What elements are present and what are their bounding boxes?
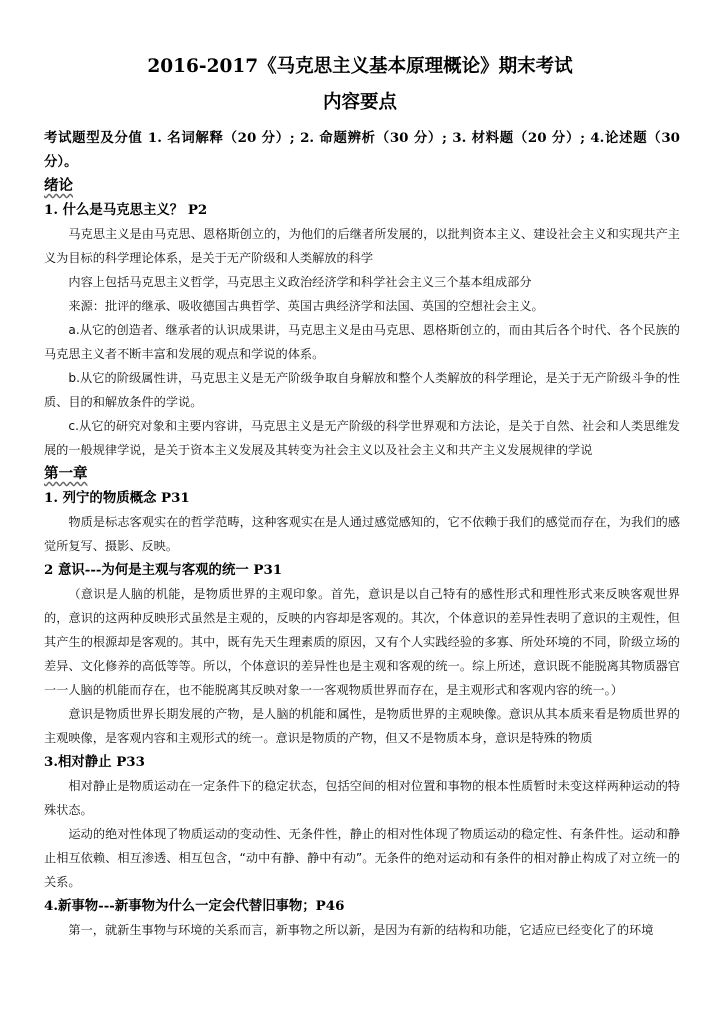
paragraph: （意识是人脑的机能，是物质世界的主观印象。首先，意识是以自己特有的感性形式和理性形式来反映客观世界的，意识的这两种反映形式虽然是主观的，反映的内容却是客观的。其次，个体意识的差异性表明了意识的主观性，但其产生的根源却是客观的。其中，既有先天生理素质的原因，又有个人实践经验的多寡、所处环境的不同，阶级立场的差异、文化修养的高低等等。所以，个体意识的差异性也是主观和客观的统一。综上所述，意识既不能脱离其物质器官一一人脑的机能而存在，也不能脱离其反映对象一一客观物质世界而存在，是主观形式和客观内容的统一。） <box>44 587 680 697</box>
paragraph: 相对静止是物质运动在一定条件下的稳定状态，包括空间的相对位置和事物的根本性质暂时未变这样两种运动的特殊状态。 <box>44 779 680 817</box>
question-title: 3.相对静止 P33 <box>44 754 145 770</box>
section-heading-intro: 绪论 <box>44 177 73 194</box>
paragraph: 马克思主义是由马克思、恩格斯创立的，为他们的后继者所发展的，以批判资本主义、建设社会主义和实现共产主义为目标的科学理论体系，是关于无产阶级和人类解放的科学 <box>44 227 680 265</box>
exam-info: 考试题型及分值 1. 名词解释（20 分）; 2. 命题辨析（30 分）; 3. 材料题（20 分）; 4.论述题（30 分）。 <box>44 130 680 170</box>
document-body <box>44 126 680 942</box>
paragraph: 意识是物质世界长期发展的产物，是人脑的机能和属性，是物质世界的主观映像。意识从其本质来看是物质世界的主观映像，是客观内容和主观形式的统一。意识是物质的产物，但又不是物质本身，意识是特殊的物质 <box>44 707 680 745</box>
paragraph: 物质是标志客观实在的哲学范畴，这种客观实在是人通过感觉感知的，它不依赖于我们的感觉而存在，为我们的感觉所复写、摄影、反映。 <box>44 515 680 553</box>
paragraph: a.从它的创造者、继承者的认识成果讲，马克思主义是由马克思、恩格斯创立的，而由其后各个时代、各个民族的马克思主义者不断丰富和发展的观点和学说的体系。 <box>44 323 680 361</box>
question-title: 1. 什么是马克思主义？ P2 <box>44 202 208 218</box>
document-subtitle: 内容要点 <box>322 92 397 113</box>
paragraph: b.从它的阶级属性讲，马克思主义是无产阶级争取自身解放和整个人类解放的科学理论，是关于无产阶级斗争的性质、目的和解放条件的学说。 <box>44 371 680 409</box>
question-title: 2 意识---为何是主观与客观的统一 P31 <box>44 562 283 578</box>
paragraph: c.从它的研究对象和主要内容讲，马克思主义是无产阶级的科学世界观和方法论，是关于自然、社会和人类思维发展的一般规律学说，是关于资本主义发展及其转变为社会主义以及社会主义和共产主义发展规律的学说 <box>44 419 680 457</box>
paragraph: 运动的绝对性体现了物质运动的变动性、无条件性，静止的相对性体现了物质运动的稳定性、有条件性。运动和静止相互依赖、相互渗透、相互包含，“动中有静、静中有动”。无条件的绝对运动和有条件的相对静止构成了对立统一的关系。 <box>44 827 680 889</box>
paragraph: 内容上包括马克思主义哲学，马克思主义政治经济学和科学社会主义三个基本组成部分 <box>68 275 532 289</box>
document-title: 2016-2017《马克思主义基本原理概论》期末考试 <box>147 56 573 77</box>
paragraph: 第一，就新生事物与环境的关系而言，新事物之所以新，是因为有新的结构和功能，它适应已经变化了的环境 <box>68 923 654 937</box>
question-title: 4.新事物---新事物为什么一定会代替旧事物；P46 <box>44 898 345 914</box>
paragraph: 来源：批评的继承、吸收德国古典哲学、英国古典经济学和法国、英国的空想社会主义。 <box>68 299 544 313</box>
question-title: 1. 列宁的物质概念 P31 <box>44 490 190 506</box>
section-heading-ch1: 第一章 <box>44 465 88 482</box>
